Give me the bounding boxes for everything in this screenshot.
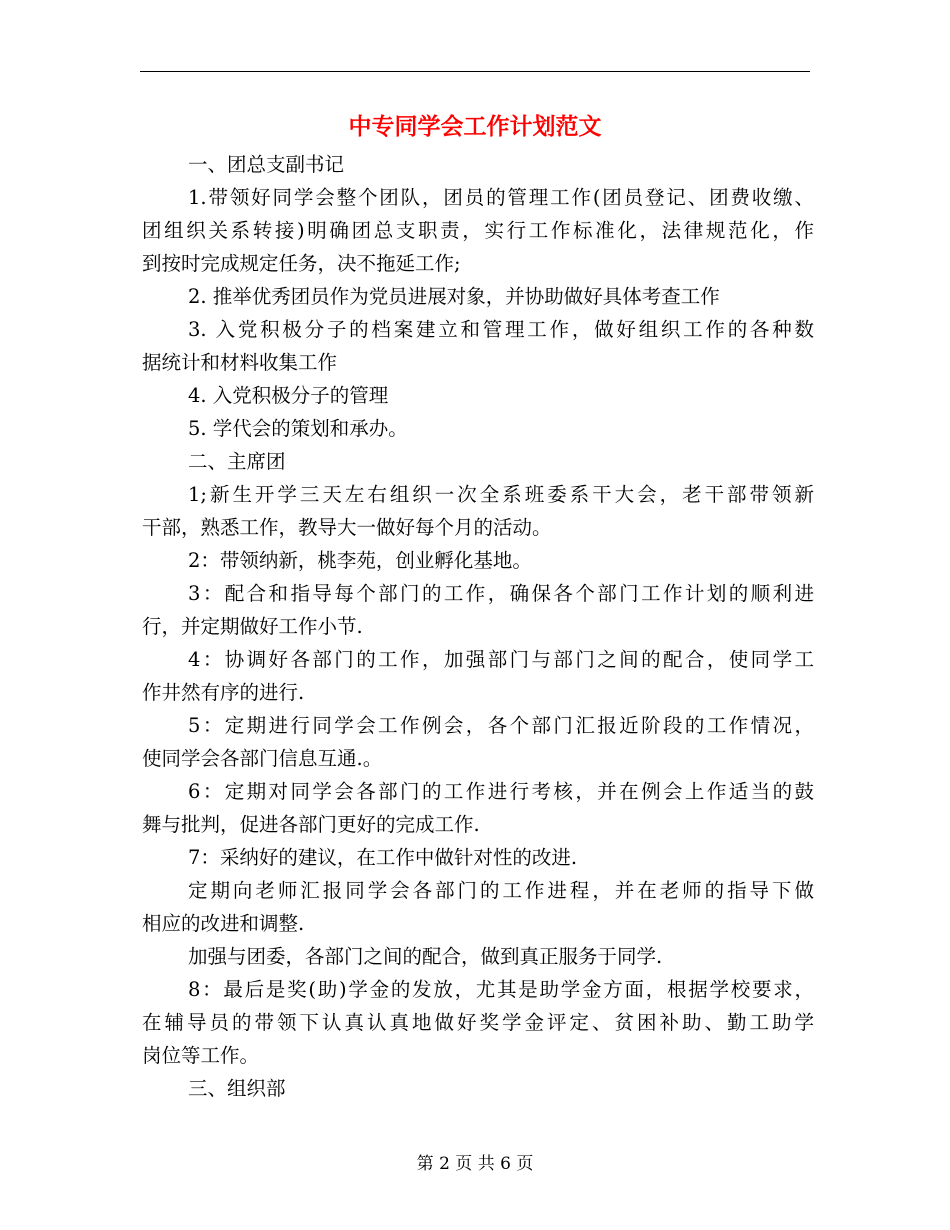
paragraph-line: 舞与批判，促进各部门更好的完成工作. [142,813,480,836]
paragraph-line: 5. 学代会的策划和承办。 [188,417,408,440]
paragraph-line: 5：定期进行同学会工作例会，各个部门汇报近阶段的工作情况， [188,714,814,737]
paragraph-line: 4. 入党积极分子的管理 [188,384,389,407]
paragraph-line: 作井然有序的进行. [142,681,305,704]
paragraph-line: 8：最后是奖(助)学金的发放，尤其是助学金方面，根据学校要求， [188,978,814,1001]
section-heading: 三、组织部 [188,1077,286,1100]
paragraph-line: 7：采纳好的建议，在工作中做针对性的改进. [188,846,578,869]
header-rule [140,71,810,72]
paragraph-line: 定期向老师汇报同学会各部门的工作进程，并在老师的指导下做 [188,879,814,902]
paragraph-line: 干部，熟悉工作，教导大一做好每个月的活动。 [142,516,552,539]
paragraph-line: 6：定期对同学会各部门的工作进行考核，并在例会上作适当的鼓 [188,780,814,803]
page-number-footer: 第 2 页 共 6 页 [416,1154,534,1174]
paragraph-line: 行，并定期做好工作小节. [142,615,363,638]
paragraph-line: 2：带领纳新，桃李苑，创业孵化基地。 [188,549,532,572]
document-body [142,148,814,1105]
paragraph-line: 岗位等工作。 [142,1044,260,1067]
section-heading: 二、主席团 [188,450,286,473]
paragraph-line: 使同学会各部门信息互通.。 [142,747,383,770]
paragraph-line: 4：协调好各部门的工作，加强部门与部门之间的配合，使同学工 [188,648,814,671]
paragraph-line: 2. 推举优秀团员作为党员进展对象，并协助做好具体考查工作 [188,285,720,308]
paragraph-line: 在辅导员的带领下认真认真地做好奖学金评定、贫困补助、勤工助学 [142,1011,814,1034]
paragraph-line: 相应的改进和调整. [142,912,305,935]
section-heading: 一、团总支副书记 [188,153,345,176]
paragraph-line: 1;新生开学三天左右组织一次全系班委系干大会，老干部带领新 [188,483,814,506]
paragraph-line: 3：配合和指导每个部门的工作，确保各个部门工作计划的顺利进 [188,582,814,605]
paragraph-line: 据统计和材料收集工作 [142,351,338,374]
paragraph-line: 加强与团委，各部门之间的配合，做到真正服务于同学. [188,945,663,968]
paragraph-line: 1.带领好同学会整个团队，团员的管理工作(团员登记、团费收缴、 [188,186,814,209]
paragraph-line: 到按时完成规定任务，决不拖延工作; [142,252,461,275]
document-title: 中专同学会工作计划范文 [348,113,602,140]
paragraph-line: 团组织关系转接)明确团总支职责，实行工作标准化，法律规范化，作 [142,219,814,242]
paragraph-line: 3. 入党积极分子的档案建立和管理工作，做好组织工作的各种数 [188,318,814,341]
